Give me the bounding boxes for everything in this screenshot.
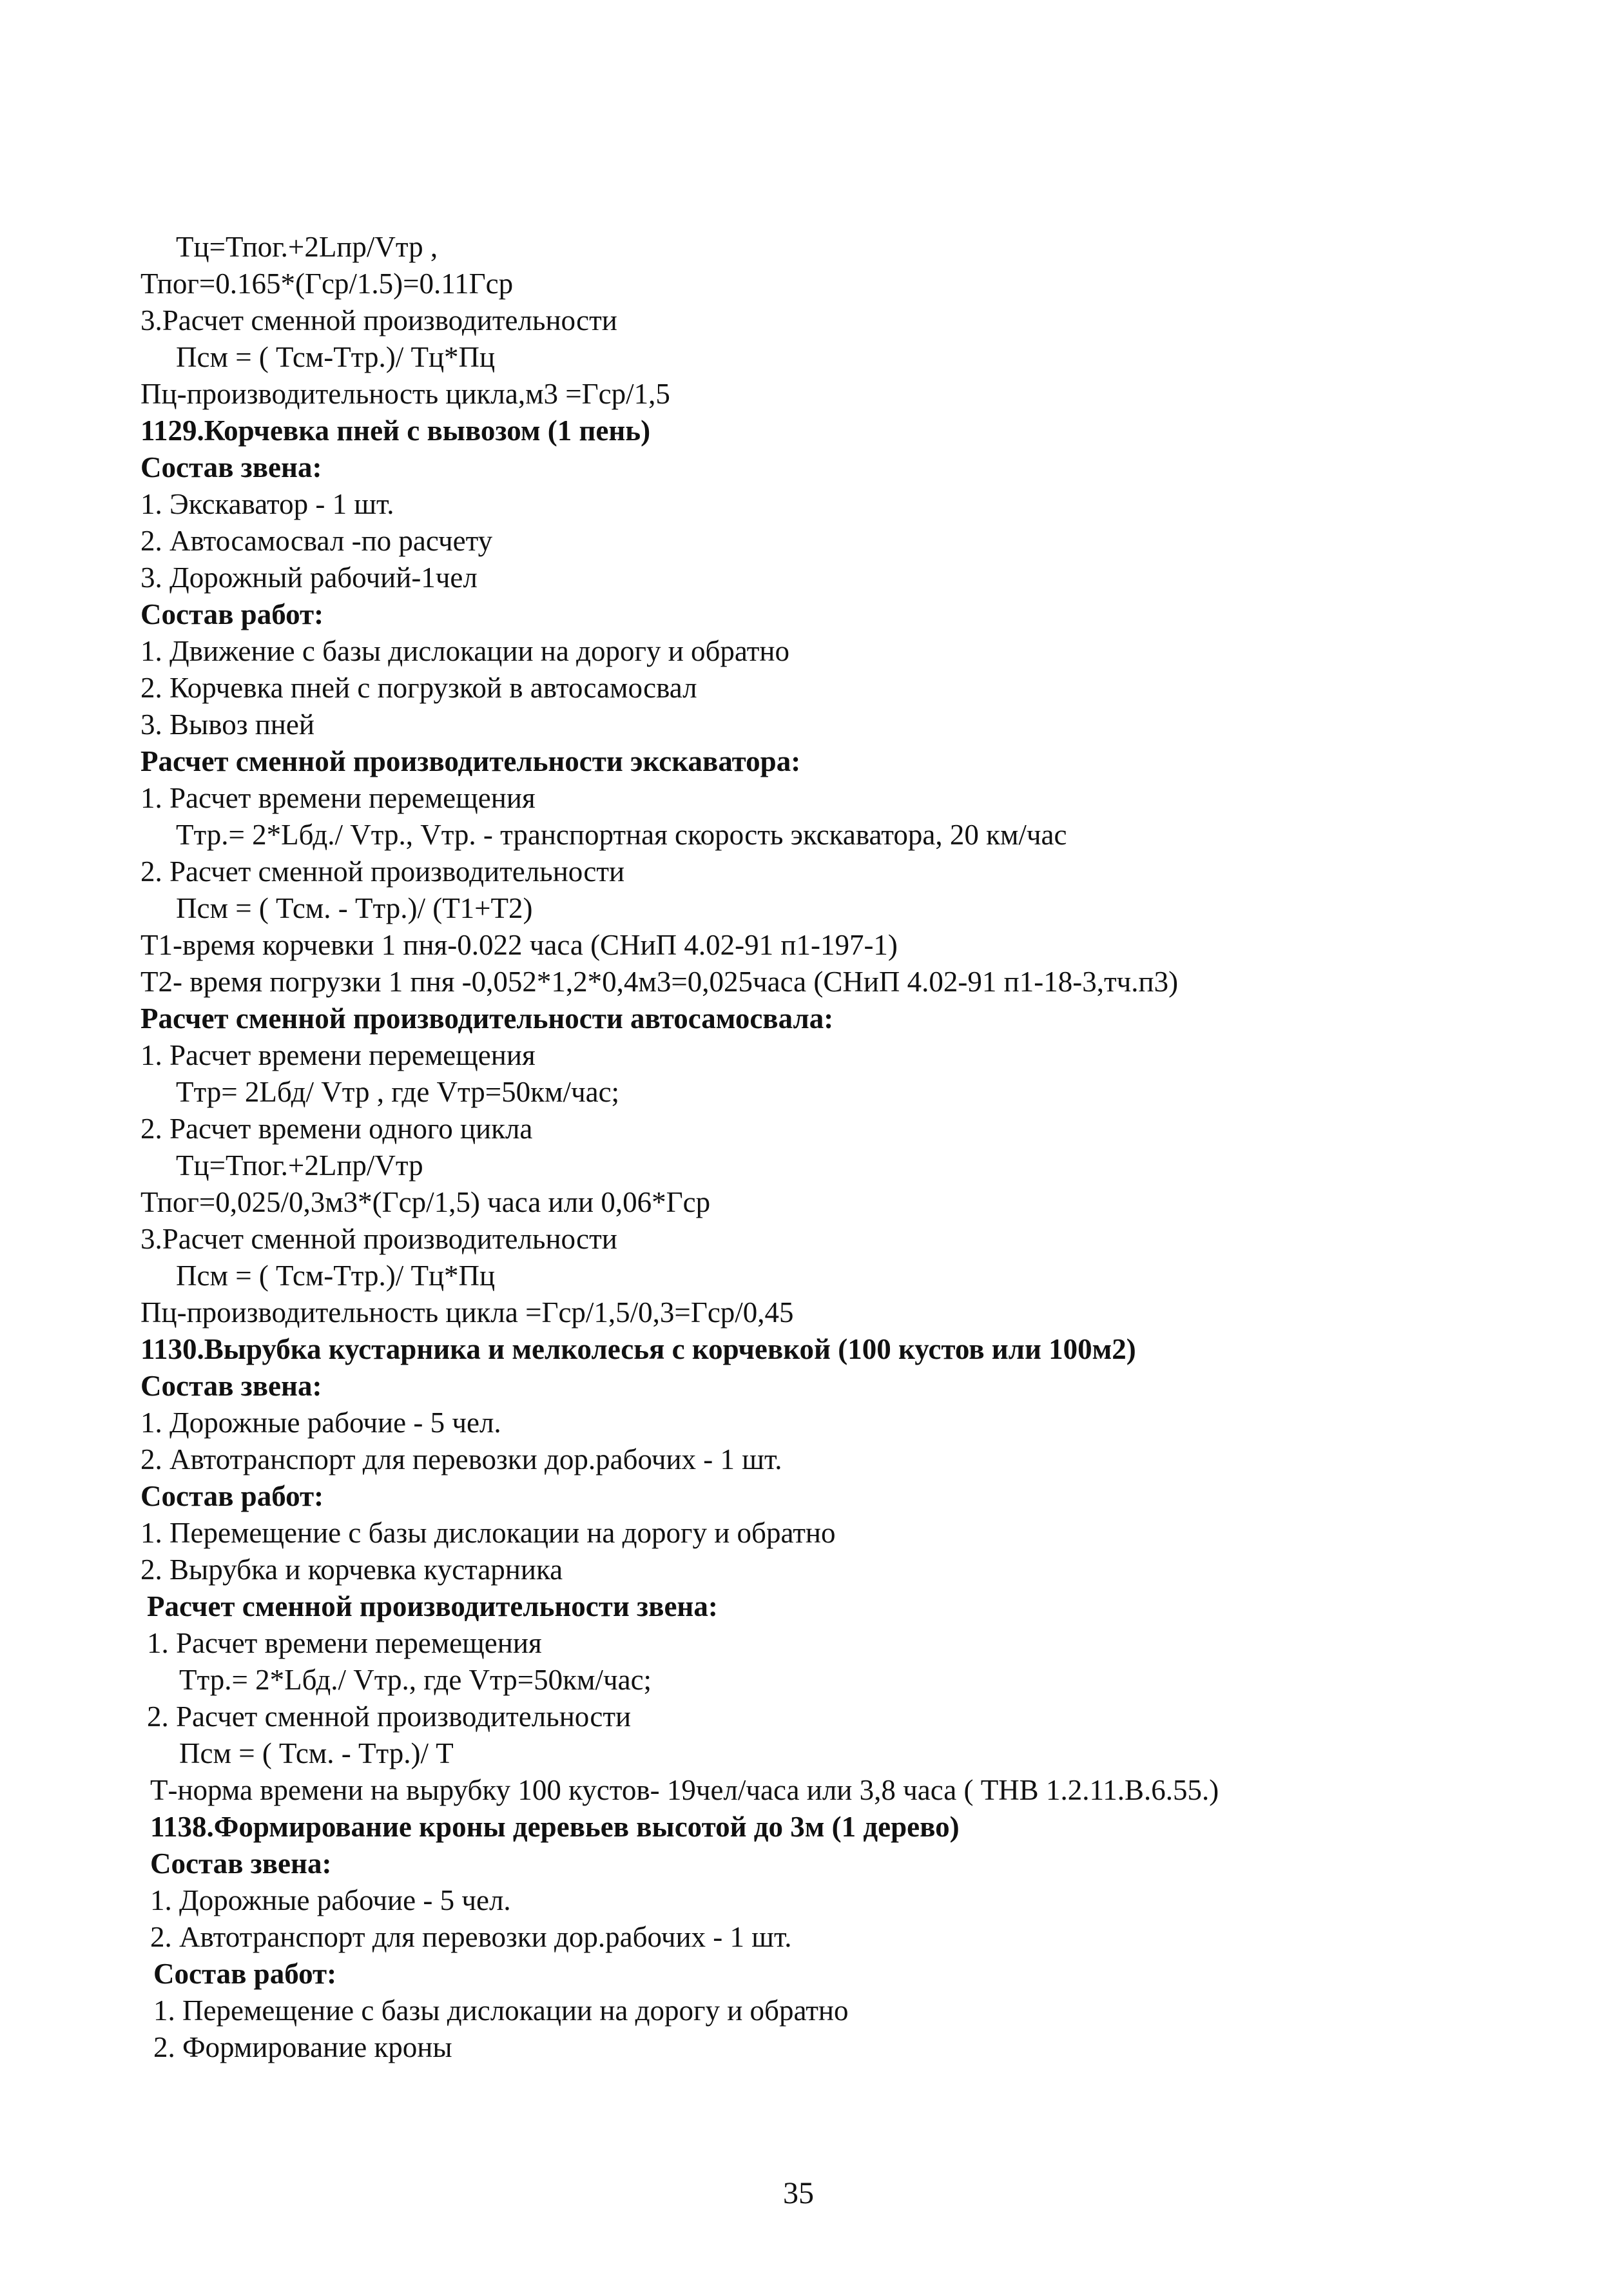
subheading: Состав работ: (140, 598, 324, 630)
text-line: Т2- время погрузки 1 пня -0,052*1,2*0,4м3=0,025часа (СНиП 4.02-91 п1-18-3,тч.п3) (140, 966, 1179, 998)
list-item: 2. Автотранспорт для перевозки дор.рабочих - 1 шт. (140, 1443, 782, 1475)
formula-line: Ттр.= 2*Lбд./ Vтр., где Vтр=50км/час; (179, 1664, 652, 1696)
list-item: 1. Дорожные рабочие - 5 чел. (150, 1884, 511, 1916)
list-item: 2. Автотранспорт для перевозки дор.рабочих - 1 шт. (150, 1921, 792, 1953)
formula-line: Тц=Тпог.+2Lпр/Vтр (176, 1149, 423, 1182)
list-item: 1. Перемещение с базы дислокации на дорогу и обратно (140, 1517, 836, 1549)
page-number: 35 (783, 2176, 814, 2210)
list-item: 2. Формирование кроны (153, 2031, 452, 2063)
subheading: Состав работ: (140, 1480, 324, 1512)
list-item: 1. Экскаватор - 1 шт. (140, 488, 394, 520)
formula-line: Тпог=0.165*(Гср/1.5)=0.11Гср (140, 268, 514, 300)
list-item: 2. Расчет сменной производительности (147, 1700, 632, 1733)
list-item: 2. Расчет сменной производительности (140, 855, 625, 888)
list-item: 3. Дорожный рабочий-1чел (140, 561, 478, 594)
subheading: Расчет сменной производительности экскаватора: (140, 745, 801, 777)
subheading: Состав звена: (140, 451, 322, 483)
subheading: Расчет сменной производительности автосамосвала: (140, 1002, 834, 1035)
list-item: 2. Расчет времени одного цикла (140, 1113, 533, 1145)
list-item: 1. Расчет времени перемещения (140, 1039, 536, 1071)
formula-line: Ттр.= 2*Lбд./ Vтр., Vтр. - транспортная скорость экскаватора, 20 км/час (176, 819, 1067, 851)
list-item: 2. Вырубка и корчевка кустарника (140, 1553, 563, 1586)
formula-line: Тпог=0,025/0,3м3*(Гср/1,5) часа или 0,06*Гср (140, 1186, 711, 1218)
subheading: Расчет сменной производительности звена: (147, 1590, 718, 1622)
subheading: Состав работ: (153, 1958, 337, 1990)
list-item: 1. Перемещение с базы дислокации на дорогу и обратно (153, 1994, 849, 2027)
list-item: 3. Вывоз пней (140, 708, 314, 741)
list-item: 1. Расчет времени перемещения (140, 782, 536, 814)
text-line: 3.Расчет сменной производительности (140, 1223, 617, 1255)
list-item: 2. Автосамосвал -по расчету (140, 525, 493, 557)
formula-line: Ттр= 2Lбд/ Vтр , где Vтр=50км/час; (176, 1076, 620, 1108)
formula-line: Псм = ( Тсм-Ттр.)/ Тц*Пц (176, 1260, 496, 1292)
section-heading: 1130.Вырубка кустарника и мелколесья с корчевкой (100 кустов или 100м2) (140, 1333, 1136, 1365)
text-line: Т-норма времени на вырубку 100 кустов- 19чел/часа или 3,8 часа ( ТНВ 1.2.11.В.6.55.) (150, 1774, 1219, 1806)
list-item: 1. Дорожные рабочие - 5 чел. (140, 1407, 501, 1439)
text-line: Пц-производительность цикла,м3 =Гср/1,5 (140, 378, 670, 410)
section-heading: 1138.Формирование кроны деревьев высотой до 3м (1 дерево) (150, 1811, 960, 1843)
list-item: 1. Расчет времени перемещения (147, 1627, 542, 1659)
list-item: 2. Корчевка пней с погрузкой в автосамосвал (140, 672, 697, 704)
subheading: Состав звена: (150, 1847, 332, 1880)
subheading: Состав звена: (140, 1370, 322, 1402)
text-line: 3.Расчет сменной производительности (140, 304, 617, 336)
formula-line: Тц=Тпог.+2Lпр/Vтр , (176, 231, 438, 263)
formula-line: Псм = ( Тсм. - Ттр.)/ (Т1+Т2) (176, 892, 533, 924)
formula-line: Псм = ( Тсм-Ттр.)/ Тц*Пц (176, 341, 496, 373)
text-line: Т1-время корчевки 1 пня-0.022 часа (СНиП 4.02-91 п1-197-1) (140, 929, 898, 961)
text-line: Пц-производительность цикла =Гср/1,5/0,3=Гср/0,45 (140, 1296, 794, 1329)
section-heading: 1129.Корчевка пней с вывозом (1 пень) (140, 414, 651, 447)
list-item: 1. Движение с базы дислокации на дорогу и обратно (140, 635, 789, 667)
formula-line: Псм = ( Тсм. - Ттр.)/ Т (179, 1737, 454, 1769)
